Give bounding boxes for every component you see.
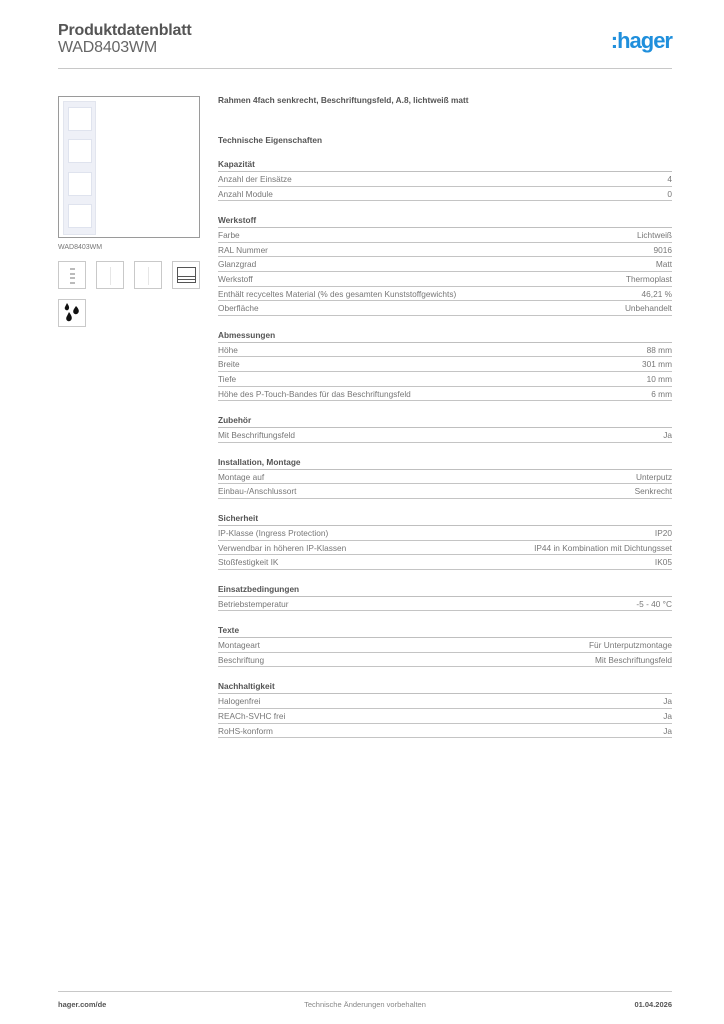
spec-row	[218, 484, 672, 499]
spec-section	[218, 330, 672, 401]
spec-value: IK05	[654, 557, 672, 568]
spec-label: Mit Beschriftungsfeld	[218, 430, 296, 441]
spec-row	[218, 555, 672, 570]
product-visuals	[58, 96, 200, 327]
spec-value: Ja	[663, 711, 672, 722]
spec-label: IP-Klasse (Ingress Protection)	[218, 527, 329, 538]
image-caption: WAD8403WM	[58, 244, 103, 251]
section-title: Installation, Montage	[218, 457, 672, 470]
spec-row	[218, 638, 672, 653]
spec-section	[218, 625, 672, 667]
page-footer	[58, 991, 672, 1017]
spec-value: Ja	[663, 725, 672, 736]
spec-label: Farbe	[218, 230, 240, 241]
spec-value: 6 mm	[651, 388, 672, 399]
spec-value: Ja	[663, 696, 672, 707]
hager-logo: :hager	[610, 28, 672, 53]
frame-illustration	[63, 101, 96, 235]
spec-row	[218, 653, 672, 668]
spec-value: 301 mm	[642, 359, 672, 370]
spec-label: Oberfläche	[218, 303, 259, 314]
spec-value: Unbehandelt	[624, 303, 672, 314]
spec-label: Halogenfrei	[218, 696, 261, 707]
spec-value: Unterputz	[636, 471, 672, 482]
page-header	[58, 22, 672, 69]
spec-value: 0	[667, 188, 672, 199]
spec-row	[218, 187, 672, 202]
spec-row	[218, 724, 672, 739]
document-title: Produktdatenblatt	[58, 22, 192, 39]
spec-value: Senkrecht	[634, 486, 672, 497]
spec-value: Lichtweiß	[636, 230, 672, 241]
product-image	[58, 96, 200, 238]
frame-vertical-icon-2	[134, 261, 162, 289]
spec-value: 9016	[653, 244, 672, 255]
spec-row	[218, 694, 672, 709]
spec-section	[218, 415, 672, 443]
spec-label: Werkstoff	[218, 273, 253, 284]
spec-value: Thermoplast	[625, 273, 672, 284]
spec-label: Tiefe	[218, 373, 237, 384]
water-drops-icon	[58, 299, 86, 327]
frame-slot	[68, 107, 92, 131]
spec-row	[218, 541, 672, 556]
spec-row	[218, 172, 672, 187]
spec-value: Für Unterputzmontage	[588, 640, 672, 651]
spec-section	[218, 457, 672, 499]
spec-label: Montage auf	[218, 471, 265, 482]
spec-value: IP44 in Kombination mit Dichtungsset	[534, 542, 672, 553]
article-number: WAD8403WM	[58, 39, 157, 56]
spec-row	[218, 357, 672, 372]
spec-label: Breite	[218, 359, 240, 370]
spec-row	[218, 243, 672, 258]
frame-slot	[68, 204, 92, 228]
spec-value: Mit Beschriftungsfeld	[594, 654, 672, 665]
spec-row	[218, 597, 672, 612]
spec-row	[218, 372, 672, 387]
spec-value: Matt	[655, 259, 672, 270]
spec-label: Beschriftung	[218, 654, 265, 665]
spec-label: RAL Nummer	[218, 244, 268, 255]
spec-label: Verwendbar in höheren IP-Klassen	[218, 542, 347, 553]
spec-row	[218, 301, 672, 316]
spec-section	[218, 513, 672, 570]
section-title: Nachhaltigkeit	[218, 681, 672, 694]
spec-label: Stoßfestigkeit IK	[218, 557, 279, 568]
section-title: Zubehör	[218, 415, 672, 428]
spec-value: 10 mm	[646, 373, 672, 384]
section-title: Werkstoff	[218, 215, 672, 228]
product-details	[218, 95, 672, 738]
spec-label: RoHS-konform	[218, 725, 273, 736]
spec-section	[218, 159, 672, 201]
website-link[interactable]: hager.com/de	[58, 1000, 107, 1009]
spec-row	[218, 287, 672, 302]
spec-row	[218, 343, 672, 358]
spec-value: -5 - 40 °C	[636, 598, 672, 609]
spec-label: Montageart	[218, 640, 260, 651]
spec-label: Höhe	[218, 344, 238, 355]
spec-row	[218, 709, 672, 724]
frame-slot	[68, 139, 92, 163]
spec-label: REACh-SVHC frei	[218, 711, 286, 722]
spec-section	[218, 681, 672, 738]
module-4-icon	[58, 261, 86, 289]
label-field-icon	[172, 261, 200, 289]
spec-row	[218, 387, 672, 402]
spec-value: 46,21 %	[641, 288, 672, 299]
spec-label: Anzahl Module	[218, 188, 273, 199]
section-title: Abmessungen	[218, 330, 672, 343]
spec-label: Enthält recyceltes Material (% des gesamten Kunststoffgewichts)	[218, 288, 457, 299]
product-description: Rahmen 4fach senkrecht, Beschriftungsfeld, A.8, lichtweiß matt	[218, 95, 469, 105]
spec-row	[218, 526, 672, 541]
spec-label: Betriebstemperatur	[218, 598, 289, 609]
feature-icons	[58, 261, 200, 289]
feature-icons-row2	[58, 299, 200, 327]
spec-row	[218, 470, 672, 485]
spec-section	[218, 584, 672, 612]
spec-value: 4	[667, 174, 672, 184]
section-title: Texte	[218, 625, 672, 638]
spec-section	[218, 215, 672, 316]
spec-value: IP20	[654, 527, 672, 538]
spec-label: Anzahl der Einsätze	[218, 174, 292, 184]
spec-label: Einbau-/Anschlussort	[218, 486, 297, 497]
technical-properties-title: Technische Eigenschaften	[218, 135, 323, 145]
spec-row	[218, 272, 672, 287]
spec-value: 88 mm	[646, 344, 672, 355]
spec-row	[218, 428, 672, 443]
spec-label: Glanzgrad	[218, 259, 257, 270]
frame-slot	[68, 172, 92, 196]
disclaimer: Technische Änderungen vorbehalten	[304, 1000, 426, 1009]
spec-row	[218, 228, 672, 243]
section-title: Einsatzbedingungen	[218, 584, 672, 597]
section-title: Sicherheit	[218, 513, 672, 526]
spec-label: Höhe des P-Touch-Bandes für das Beschriftungsfeld	[218, 388, 411, 399]
spec-row	[218, 257, 672, 272]
spec-sections	[218, 159, 672, 738]
spec-value: Ja	[663, 430, 672, 441]
document-date: 01.04.2026	[634, 1000, 672, 1009]
section-title: Kapazität	[218, 159, 672, 172]
frame-vertical-icon	[96, 261, 124, 289]
